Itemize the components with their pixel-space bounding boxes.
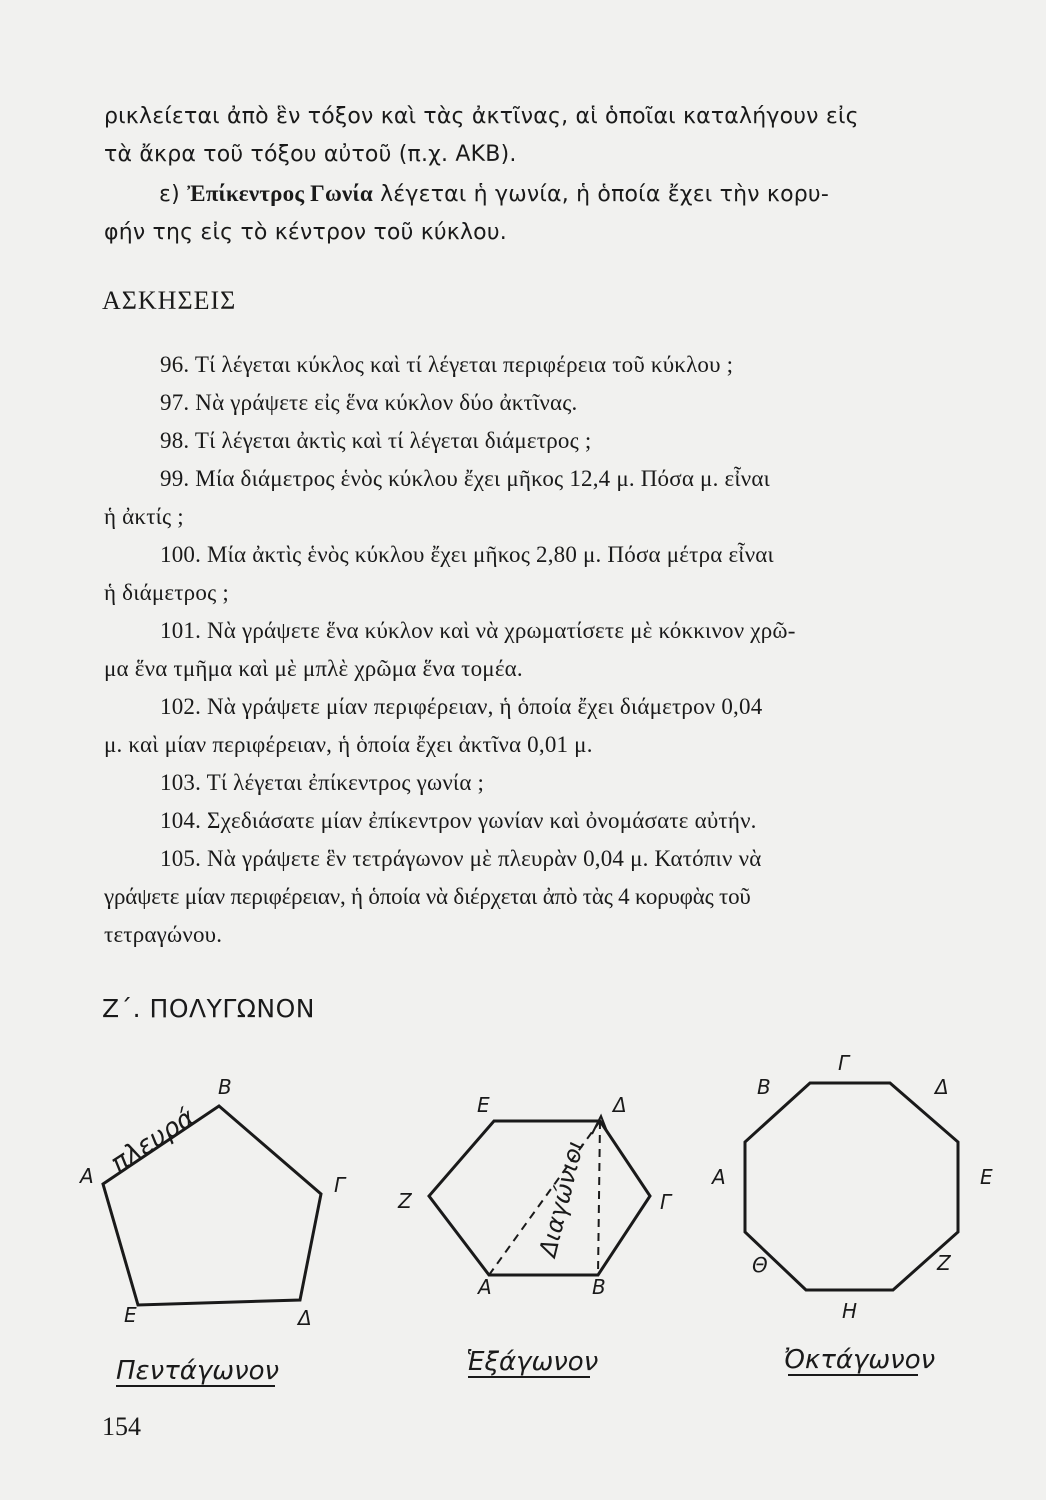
octagon-vertex-d: Δ: [935, 1075, 949, 1099]
pentagon-caption: Πεντάγωνον: [116, 1356, 280, 1386]
octagon-vertex-z: Ζ: [937, 1251, 951, 1275]
exercise-105-end: τετραγώνου.: [104, 922, 223, 947]
octagon-vertex-a: Α: [712, 1165, 726, 1189]
octagon-vertex-b: Β: [757, 1075, 771, 1099]
octagon-vertex-e: Ε: [980, 1165, 993, 1189]
definition-text: λέγεται ἡ γωνία, ἡ ὁποία ἔχει τὴν κορυ-: [372, 182, 829, 207]
exercise-99: 99. Μία διάμετρος ἑνὸς κύκλου ἔχει μῆκος 12,4 μ. Πόσα μ. εἶναι: [160, 466, 770, 491]
exercise-96: 96. Τί λέγεται κύκλος καὶ τί λέγεται περιφέρεια τοῦ κύκλου ;: [160, 352, 734, 377]
exercises-title: ΑΣΚΗΣΕΙΣ: [102, 286, 237, 315]
definition-label: ε): [159, 182, 188, 207]
intro-line-1: ρικλείεται ἀπὸ ἓν τόξον καὶ τὰς ἀκτῖνας, αἱ ὁποῖαι καταλήγουν εἰς: [104, 104, 859, 129]
pentagon-vertex-d: Δ: [298, 1306, 312, 1330]
hexagon-labels: [397, 1093, 673, 1377]
octagon-shape: [745, 1083, 958, 1290]
hexagon-vertex-e: Ε: [477, 1093, 490, 1117]
hexagon-vertex-a: Α: [478, 1275, 492, 1299]
polygon-figures: [0, 1050, 1046, 1490]
hexagon-vertex-b: Β: [592, 1275, 606, 1299]
pentagon-vertex-b: Β: [218, 1075, 232, 1099]
exercise-101-continued: μα ἕνα τμῆμα καὶ μὲ μπλὲ χρῶμα ἕνα τομέα.: [104, 656, 523, 681]
exercise-105-continued: γράψετε μίαν περιφέρειαν, ἡ ὁποία νὰ διέρχεται ἀπὸ τὰς 4 κορυφὰς τοῦ: [104, 884, 751, 909]
exercise-97: 97. Νὰ γράψετε εἰς ἕνα κύκλον δύο ἀκτῖνας.: [160, 390, 578, 415]
exercise-98: 98. Τί λέγεται ἀκτὶς καὶ τί λέγεται διάμετρος ;: [160, 428, 592, 453]
exercise-101: 101. Νὰ γράψετε ἕνα κύκλον καὶ νὰ χρωματίσετε μὲ κόκκινον χρῶ-: [160, 618, 796, 643]
exercise-102: 102. Νὰ γράψετε μίαν περιφέρειαν, ἡ ὁποία ἔχει διάμετρον 0,04: [160, 694, 763, 719]
octagon-figure: [745, 1083, 958, 1290]
octagon-vertex-th: Θ: [752, 1253, 768, 1277]
octagon-labels: [710, 1051, 993, 1375]
octagon-vertex-h: Η: [842, 1299, 858, 1323]
definition-term: Ἐπίκεντρος Γωνία: [187, 181, 373, 206]
section-title: Ζ΄. ΠΟΛΥΓΩΝΟΝ: [102, 994, 315, 1023]
page-number: 154: [102, 1412, 141, 1441]
exercise-102-continued: μ. καὶ μίαν περιφέρειαν, ἡ ὁποία ἔχει ἀκτῖνα 0,01 μ.: [104, 732, 593, 757]
hexagon-diagonal-label: Διαγώνιοι: [533, 1137, 590, 1260]
pentagon-vertex-c: Γ: [334, 1173, 346, 1197]
hexagon-vertex-d: Δ: [613, 1093, 627, 1117]
pentagon-vertex-e: Ε: [124, 1303, 137, 1327]
exercise-103: 103. Τί λέγεται ἐπίκεντρος γωνία ;: [160, 770, 485, 795]
hexagon-vertex-c: Γ: [660, 1190, 672, 1214]
intro-line-3: [159, 181, 829, 207]
pentagon-side-label: πλευρά: [105, 1102, 201, 1179]
pentagon-labels: [78, 1075, 347, 1386]
exercise-100: 100. Μία ἀκτὶς ἑνὸς κύκλου ἔχει μῆκος 2,80 μ. Πόσα μέτρα εἶναι: [160, 542, 774, 567]
hexagon-vertex-z: Ζ: [398, 1189, 412, 1213]
octagon-vertex-c: Γ: [838, 1051, 850, 1075]
intro-line-4: φήν της εἰς τὸ κέντρον τοῦ κύκλου.: [104, 220, 507, 245]
exercise-104: 104. Σχεδιάσατε μίαν ἐπίκεντρον γωνίαν καὶ ὀνομάσατε αὐτήν.: [160, 808, 757, 833]
octagon-caption: Ὀκτάγωνον: [784, 1345, 936, 1375]
intro-line-2: τὰ ἄκρα τοῦ τόξου αὐτοῦ (π.χ. ΑΚΒ).: [104, 142, 517, 167]
exercise-100-continued: ἡ διάμετρος ;: [104, 580, 229, 605]
exercise-105: 105. Νὰ γράψετε ἓν τετράγωνον μὲ πλευρὰν 0,04 μ. Κατόπιν νὰ: [160, 846, 762, 871]
pentagon-vertex-a: Α: [80, 1164, 94, 1188]
hexagon-diagonal-bd: [598, 1121, 600, 1275]
exercise-99-continued: ἡ ἀκτίς ;: [104, 504, 184, 529]
hexagon-caption: Ἑξάγωνον: [466, 1347, 599, 1377]
